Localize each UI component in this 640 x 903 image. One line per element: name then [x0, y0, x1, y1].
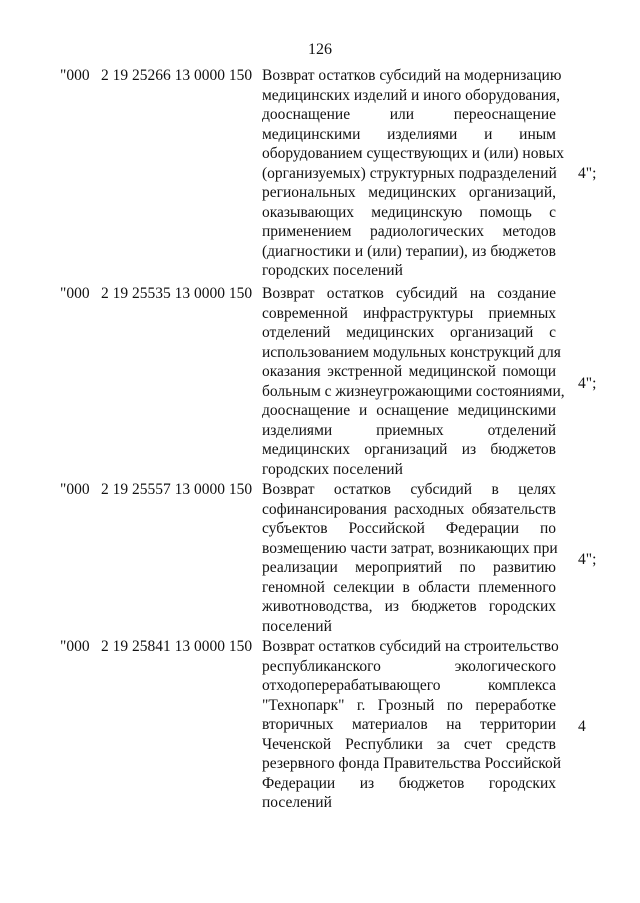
description-line: вторичных материалов на территории: [262, 716, 556, 733]
description-line: применением радиологических методов: [262, 223, 556, 240]
description-line: изделиями приемных отделений: [262, 421, 556, 439]
row-prefix: "000: [60, 285, 90, 302]
description-line: Возврат остатков субсидий в целях: [262, 481, 556, 498]
description-line: современной инфраструктуры приемных: [262, 304, 556, 322]
description-line: медицинских изделий и иного оборудования,: [262, 86, 561, 104]
description-line: отходоперерабатывающего комплекса: [262, 677, 556, 694]
description-line: оказания экстренной медицинской помощи: [262, 363, 556, 380]
description-line: медицинскими изделиями и иным: [262, 125, 556, 143]
budget-code: 2 19 25557 13 0000 150: [101, 481, 253, 498]
description-line: городских поселений: [262, 460, 403, 478]
description-line: использованием модульных конструкций для: [262, 343, 561, 361]
description-line: Возврат остатков субсидий на модернизацию: [262, 67, 562, 84]
description-line: "Технопарк" г. Грозный по переработке: [262, 696, 556, 714]
description-line: резервного фонда Правительства Российской: [262, 755, 562, 772]
row-description: [262, 480, 556, 636]
row-value: 4";: [578, 551, 597, 568]
description-line: субъектов Российской Федерации по: [262, 520, 556, 537]
description-line: животноводства, из бюджетов городских: [262, 598, 556, 615]
description-line: поселений: [262, 794, 332, 811]
description-line: реализации мероприятий по развитию: [262, 559, 556, 576]
description-line: Возврат остатков субсидий на строительство: [262, 638, 559, 655]
row-value: 4";: [578, 375, 597, 392]
row-prefix: "000: [60, 481, 90, 498]
description-line: дооснащение и оснащение медицинскими: [262, 402, 556, 419]
description-line: больным с жизнеугрожающими состояниями,: [262, 382, 565, 400]
row-description: [262, 284, 565, 479]
budget-code: 2 19 25535 13 0000 150: [101, 285, 253, 302]
description-line: (диагностики и (или) терапии), из бюджетов: [262, 242, 556, 260]
description-line: поселений: [262, 617, 332, 635]
page-number: 126: [308, 41, 332, 58]
budget-code: 2 19 25841 13 0000 150: [101, 638, 253, 655]
description-line: региональных медицинских организаций,: [262, 184, 556, 201]
description-line: дооснащение или переоснащение: [262, 106, 556, 123]
description-line: геномной селекции в области племенного: [262, 578, 556, 596]
description-line: медицинских организаций из бюджетов: [262, 441, 556, 458]
row-description: [262, 637, 562, 813]
description-line: оказывающих медицинскую помощь с: [262, 203, 556, 221]
description-line: (организуемых) структурных подразделений: [262, 164, 557, 182]
row-prefix: "000: [60, 638, 90, 655]
row-description: [262, 66, 564, 281]
row-value: 4";: [578, 165, 597, 182]
row-prefix: "000: [60, 67, 90, 84]
description-line: республиканского экологического: [262, 657, 556, 675]
description-line: софинансирования расходных обязательств: [262, 500, 556, 518]
description-line: городских поселений: [262, 262, 403, 279]
description-line: отделений медицинских организаций с: [262, 324, 556, 341]
description-line: Федерации из бюджетов городских: [262, 774, 556, 792]
description-line: Возврат остатков субсидий на создание: [262, 285, 556, 302]
description-line: оборудованием существующих и (или) новых: [262, 145, 564, 162]
budget-code: 2 19 25266 13 0000 150: [101, 67, 253, 84]
row-value: 4: [578, 718, 586, 735]
description-line: Чеченской Республики за счет средств: [262, 735, 556, 753]
description-line: возмещению части затрат, возникающих при: [262, 539, 558, 557]
